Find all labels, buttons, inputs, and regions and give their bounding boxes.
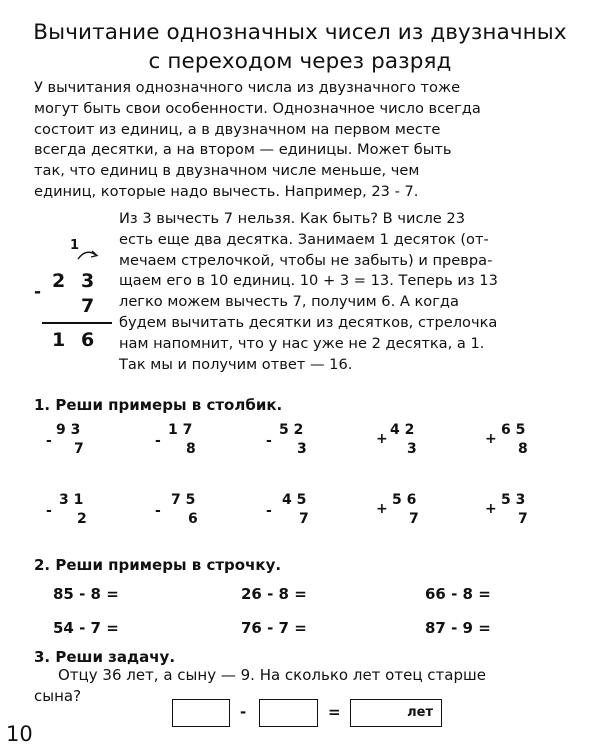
minus-sign: - (240, 703, 247, 721)
column-problem (155, 490, 205, 530)
column-problem (485, 420, 535, 460)
top-number: 5 6 (392, 492, 417, 508)
operation-sign: - (266, 503, 272, 519)
answer-box-subtrahend[interactable] (259, 699, 318, 727)
bottom-number: 6 (188, 511, 198, 527)
page-title-line-1: Вычитание однозначных чисел из двузначных (33, 20, 567, 45)
ones-digit: 3 (81, 270, 95, 292)
explanation-line: Из 3 вычесть 7 нельзя. Как быть? В числе 23 (119, 210, 465, 227)
operation-sign: + (485, 501, 497, 517)
borrow-digit: 1 (70, 238, 80, 253)
row-problem: 85 - 8 = (53, 585, 119, 603)
top-number: 5 3 (501, 492, 526, 508)
page-title-line-2: с переходом через разряд (148, 49, 452, 74)
column-problem (376, 420, 426, 460)
top-number: 7 5 (171, 492, 196, 508)
operation-sign: + (376, 501, 388, 517)
column-problem (266, 490, 316, 530)
borrow-arrow-icon (76, 247, 102, 265)
row-problem: 26 - 8 = (241, 585, 307, 603)
result-tens-digit: 1 (52, 329, 66, 351)
intro-line: всегда десятки, а на втором — единицы. Может быть (34, 141, 452, 159)
row-problem: 54 - 7 = (53, 619, 119, 637)
explanation-paragraph (119, 209, 498, 375)
column-problem (485, 490, 535, 530)
bottom-number: 8 (518, 441, 528, 457)
column-problem (46, 420, 96, 460)
intro-line: так, что единиц в двузначном числе меньше, чем (34, 162, 420, 180)
top-number: 5 2 (279, 422, 304, 438)
bottom-number: 3 (407, 441, 417, 457)
top-number: 4 5 (282, 492, 307, 508)
intro-paragraph (34, 78, 481, 203)
explanation-line: будем вычитать десятки из десятков, стрелочка (119, 313, 498, 331)
result-ones-digit: 6 (81, 329, 95, 351)
explanation-line: легко можем вычесть 7, получим 6. А когда (119, 293, 459, 311)
minus-sign: - (34, 282, 42, 302)
top-number: 4 2 (390, 422, 415, 438)
bottom-number: 2 (77, 511, 87, 527)
operation-sign: + (485, 431, 497, 447)
intro-line: единиц, которые надо вычесть. Например, 23 - 7. (34, 182, 419, 200)
page-number: 10 (6, 722, 33, 746)
equals-sign: = (328, 703, 341, 721)
top-number: 3 1 (59, 492, 84, 508)
explanation-line: Так мы и получим ответ — 16. (119, 355, 353, 373)
explanation-line: есть еще два десятка. Занимаем 1 десяток (от- (119, 230, 489, 248)
top-number: 1 7 (168, 422, 193, 438)
bottom-number: 7 (74, 441, 84, 457)
bottom-number: 8 (186, 441, 196, 457)
subtrahend-digit: 7 (81, 295, 95, 317)
exercise-3-heading: 3. Реши задачу. (34, 648, 176, 666)
row-problem: 76 - 7 = (241, 619, 307, 637)
column-problem (46, 490, 96, 530)
explanation-line: нам напомнит, что у нас уже не 2 десятка, а 1. (119, 334, 485, 352)
bottom-number: 7 (409, 511, 419, 527)
column-problem (266, 420, 316, 460)
task-text-line-2: сына? (34, 687, 82, 705)
intro-line: могут быть свои особенности. Однозначное число всегда (34, 99, 481, 117)
operation-sign: + (376, 431, 388, 447)
top-number: 6 5 (501, 422, 526, 438)
operation-sign: - (46, 433, 52, 449)
tens-digit: 2 (52, 270, 66, 292)
answer-box-result[interactable] (350, 699, 442, 727)
exercise-1-heading: 1. Реши примеры в столбик. (34, 396, 283, 414)
unit-label: лет (407, 705, 433, 720)
answer-box-minuend[interactable] (172, 699, 230, 727)
explanation-line: щаем его в 10 единиц. 10 + 3 = 13. Теперь из 13 (119, 272, 498, 290)
bottom-number: 7 (299, 511, 309, 527)
worked-example (26, 238, 116, 358)
top-number: 9 3 (56, 422, 81, 438)
explanation-line: мечаем стрелочкой, чтобы не забыть) и превра- (119, 251, 493, 269)
column-problem (376, 490, 426, 530)
intro-line: У вычитания однозначного числа из двузначного тоже (34, 79, 461, 96)
row-problem: 66 - 8 = (425, 585, 491, 603)
task-text-line-1: Отцу 36 лет, а сыну — 9. На сколько лет отец старше (58, 666, 486, 684)
operation-sign: - (266, 433, 272, 449)
operation-sign: - (155, 503, 161, 519)
sum-line (42, 322, 112, 324)
intro-line: состоит из единиц, а в двузначном на первом месте (34, 120, 441, 138)
row-problem: 87 - 9 = (425, 619, 491, 637)
exercise-2-heading: 2. Реши примеры в строчку. (34, 556, 282, 574)
operation-sign: - (155, 433, 161, 449)
column-problem (155, 420, 205, 460)
bottom-number: 3 (297, 441, 307, 457)
operation-sign: - (46, 503, 52, 519)
bottom-number: 7 (518, 511, 528, 527)
